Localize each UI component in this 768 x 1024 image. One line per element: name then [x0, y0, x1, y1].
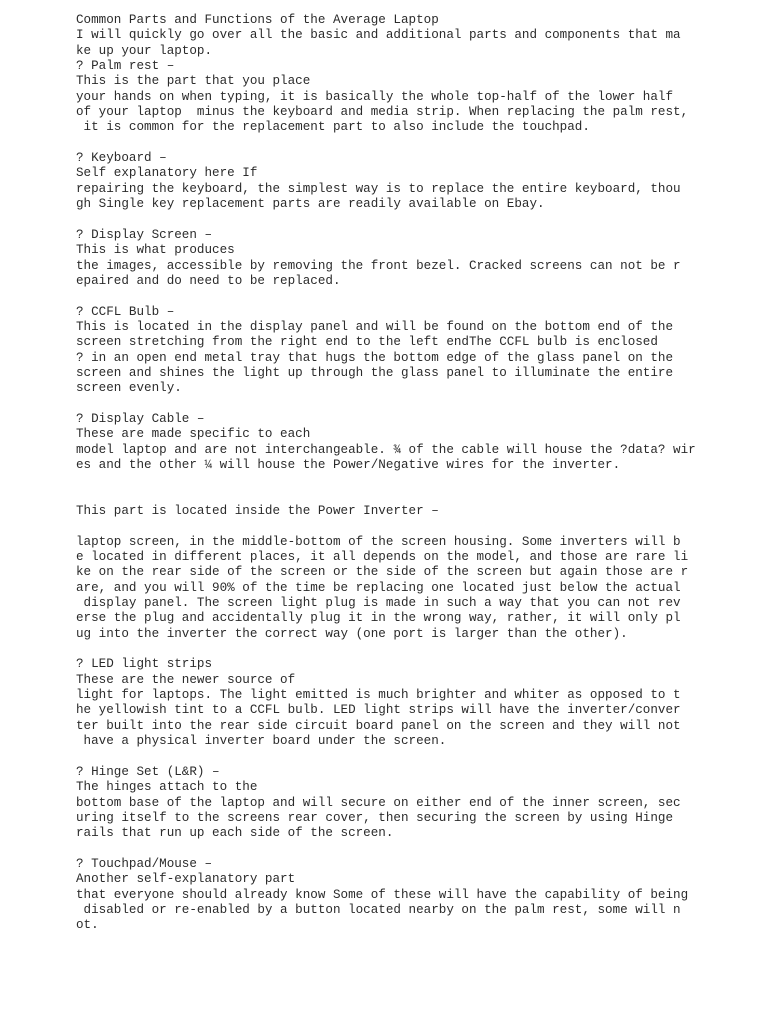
intro-line: ke up your laptop. — [76, 43, 213, 58]
section-line: These are made specific to each — [76, 427, 311, 442]
section-line: These are the newer source of — [76, 672, 296, 687]
section-heading-keyboard: ? Keyboard – — [76, 151, 167, 166]
section-line: epaired and do need to be replaced. — [76, 273, 341, 288]
section-line: screen stretching from the right end to the left endThe CCFL bulb is enclosed — [76, 335, 658, 350]
section-line: the images, accessible by removing the front bezel. Cracked screens can not be r — [76, 258, 681, 273]
section-line: erse the plug and accidentally plug it in the wrong way, rather, it will only pl — [76, 611, 681, 626]
section-line: rails that run up each side of the screen. — [76, 826, 394, 841]
spacer — [76, 136, 746, 151]
spacer — [76, 642, 746, 657]
section-heading-led-light-strips: ? LED light strips — [76, 657, 213, 672]
section-heading-inverter: This part is located inside the Power Inverter – — [76, 504, 439, 518]
section-line: e located in different places, it all depends on the model, and those are rare li — [76, 550, 689, 565]
section-line: gh Single key replacement parts are readily available on Ebay. — [76, 197, 545, 212]
section-line: es and the other ¼ will house the Power/Negative wires for the inverter. — [76, 457, 621, 472]
section-heading-palm-rest: ? Palm rest – — [76, 59, 175, 74]
section-line: that everyone should already know Some of these will have the capability of being — [76, 887, 689, 902]
spacer — [76, 842, 746, 857]
section-line: light for laptops. The light emitted is much brighter and whiter as opposed to t — [76, 688, 681, 703]
section-line: ? in an open end metal tray that hugs the bottom edge of the glass panel on the — [76, 350, 674, 365]
section-line: uring itself to the screens rear cover, then securing the screen by using Hinge — [76, 810, 674, 825]
document-title: Common Parts and Functions of the Average Laptop — [76, 13, 439, 27]
section-heading-ccfl-bulb: ? CCFL Bulb – — [76, 304, 175, 319]
section-line: screen and shines the light up through the glass panel to illuminate the entire — [76, 365, 674, 380]
section-line: disabled or re-enabled by a button located nearby on the palm rest, some will n — [76, 902, 681, 917]
spacer — [76, 397, 746, 412]
section-line: are, and you will 90% of the time be replacing one located just below the actual — [76, 580, 681, 595]
section-line: have a physical inverter board under the screen. — [76, 734, 447, 749]
spacer — [76, 289, 746, 304]
section-line: it is common for the replacement part to also include the touchpad. — [76, 120, 590, 135]
section-line: ke on the rear side of the screen or the side of the screen but again those are r — [76, 565, 689, 580]
section-line: This is the part that you place — [76, 74, 311, 89]
intro-line: I will quickly go over all the basic and additional parts and components that ma — [76, 28, 681, 43]
section-line: he yellowish tint to a CCFL bulb. LED light strips will have the inverter/conver — [76, 703, 681, 718]
section-line: This is what produces — [76, 243, 235, 258]
section-line: repairing the keyboard, the simplest way is to replace the entire keyboard, thou — [76, 181, 681, 196]
spacer — [76, 212, 746, 227]
section-heading-display-cable: ? Display Cable – — [76, 411, 205, 426]
section-line: The hinges attach to the — [76, 780, 258, 795]
section-line: your hands on when typing, it is basically the whole top-half of the lower half — [76, 89, 674, 104]
section-heading-display-screen: ? Display Screen – — [76, 227, 213, 242]
section-line: screen evenly. — [76, 381, 182, 396]
section-line: ter built into the rear side circuit board panel on the screen and they will not — [76, 718, 681, 733]
section-line: bottom base of the laptop and will secure on either end of the inner screen, sec — [76, 795, 681, 810]
section-line: ug into the inverter the correct way (one port is larger than the other). — [76, 626, 628, 641]
section-line: Another self-explanatory part — [76, 872, 296, 887]
section-line: of your laptop minus the keyboard and media strip. When replacing the palm rest, — [76, 105, 689, 120]
section-line: laptop screen, in the middle-bottom of the screen housing. Some inverters will b — [76, 534, 681, 549]
section-heading-touchpad-mouse: ? Touchpad/Mouse – — [76, 856, 213, 871]
section-line: This is located in the display panel and will be found on the bottom end of the — [76, 319, 674, 334]
spacer — [76, 473, 746, 504]
spacer — [76, 750, 746, 765]
section-line: model laptop and are not interchangeable. ¾ of the cable will house the ?data? wir — [76, 442, 696, 457]
section-line: display panel. The screen light plug is made in such a way that you can not rev — [76, 596, 681, 611]
document-page — [76, 13, 746, 934]
section-line: Self explanatory here If — [76, 166, 258, 181]
section-line: ot. — [76, 918, 99, 933]
section-heading-hinge-set: ? Hinge Set (L&R) – — [76, 764, 220, 779]
spacer — [76, 519, 746, 534]
